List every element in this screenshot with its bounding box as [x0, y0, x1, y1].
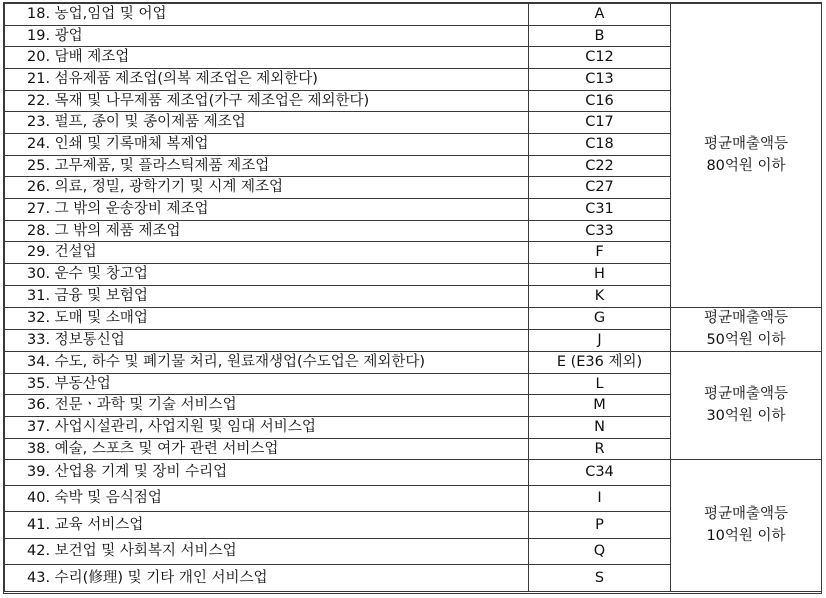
industry-code-cell: F	[529, 242, 671, 264]
industry-name-cell: 40. 숙박 및 음식점업	[5, 486, 529, 512]
criteria-label: 평균매출액등	[703, 136, 789, 153]
criteria-threshold: 50억원 이하	[706, 331, 786, 348]
industry-code-cell: C16	[529, 91, 671, 112]
criteria-cell-80	[671, 4, 822, 308]
industry-code-cell: C27	[529, 177, 671, 199]
industry-name-cell: 34. 수도, 하수 및 폐기물 처리, 원료재생업(수도업은 제외한다)	[5, 352, 529, 374]
industry-code-cell: C17	[529, 112, 671, 134]
industry-name-cell: 42. 보건업 및 사회복지 서비스업	[5, 539, 529, 565]
industry-name-cell: 31. 금융 및 보험업	[5, 286, 529, 308]
criteria-cell-50	[671, 308, 822, 352]
industry-name-cell: 37. 사업시설관리, 사업지원 및 임대 서비스업	[5, 417, 529, 439]
industry-code-cell: A	[529, 4, 671, 26]
industry-name-cell: 36. 전문ㆍ과학 및 기술 서비스업	[5, 395, 529, 417]
criteria-cell-10	[671, 460, 822, 592]
industry-name-cell: 29. 건설업	[5, 242, 529, 264]
industry-code-cell: C22	[529, 156, 671, 177]
industry-code-cell: P	[529, 512, 671, 539]
industry-name-cell: 24. 인쇄 및 기록매체 복제업	[5, 134, 529, 156]
industry-name-cell: 43. 수리(修理) 및 기타 개인 서비스업	[5, 565, 529, 592]
industry-name-cell: 35. 부동산업	[5, 374, 529, 395]
industry-name-cell: 25. 고무제품, 및 플라스틱제품 제조업	[5, 156, 529, 177]
industry-name-cell: 21. 섬유제품 제조업(의복 제조업은 제외한다)	[5, 69, 529, 91]
industry-name-cell: 28. 그 밖의 제품 제조업	[5, 221, 529, 242]
criteria-label: 평균매출액등	[703, 386, 789, 403]
industry-name-cell: 32. 도매 및 소매업	[5, 308, 529, 330]
industry-name-cell: 19. 광업	[5, 26, 529, 47]
industry-name-cell: 39. 산업용 기계 및 장비 수리업	[5, 460, 529, 486]
criteria-threshold: 30억원 이하	[706, 407, 786, 424]
industry-code-cell: Q	[529, 539, 671, 565]
industry-code-cell: C33	[529, 221, 671, 242]
industry-name-cell: 23. 펄프, 종이 및 종이제품 제조업	[5, 112, 529, 134]
industry-code-cell: I	[529, 486, 671, 512]
industry-code-cell: L	[529, 374, 671, 395]
industry-name-cell: 38. 예술, 스포츠 및 여가 관련 서비스업	[5, 439, 529, 460]
table-row	[5, 460, 822, 486]
industry-code-cell: C12	[529, 47, 671, 69]
industry-name-cell: 20. 담배 제조업	[5, 47, 529, 69]
industry-name-cell: 27. 그 밖의 운송장비 제조업	[5, 199, 529, 221]
criteria-threshold: 80억원 이하	[706, 157, 786, 174]
industry-code-cell: B	[529, 26, 671, 47]
table-row	[5, 4, 822, 26]
criteria-cell-30	[671, 352, 822, 460]
criteria-label: 평균매출액등	[703, 310, 789, 327]
industry-code-cell: H	[529, 264, 671, 286]
industry-size-criteria-table	[4, 3, 822, 592]
industry-code-cell: N	[529, 417, 671, 439]
criteria-threshold: 10억원 이하	[706, 527, 786, 544]
industry-name-cell: 33. 정보통신업	[5, 330, 529, 352]
industry-code-cell: R	[529, 439, 671, 460]
industry-name-cell: 30. 운수 및 창고업	[5, 264, 529, 286]
industry-code-cell: C34	[529, 460, 671, 486]
industry-code-cell: J	[529, 330, 671, 352]
industry-name-cell: 41. 교육 서비스업	[5, 512, 529, 539]
criteria-label: 평균매출액등	[703, 506, 789, 523]
industry-code-cell: S	[529, 565, 671, 592]
industry-code-cell: G	[529, 308, 671, 330]
industry-name-cell: 22. 목재 및 나무제품 제조업(가구 제조업은 제외한다)	[5, 91, 529, 112]
industry-code-cell: K	[529, 286, 671, 308]
table-row	[5, 352, 822, 374]
industry-name-cell: 26. 의료, 정밀, 광학기기 및 시계 제조업	[5, 177, 529, 199]
industry-code-cell: E (E36 제외)	[529, 352, 671, 374]
industry-code-cell: C13	[529, 69, 671, 91]
table-row	[5, 308, 822, 330]
industry-name-cell: 18. 농업,임업 및 어업	[5, 4, 529, 26]
industry-code-cell: C18	[529, 134, 671, 156]
industry-code-cell: C31	[529, 199, 671, 221]
industry-code-cell: M	[529, 395, 671, 417]
